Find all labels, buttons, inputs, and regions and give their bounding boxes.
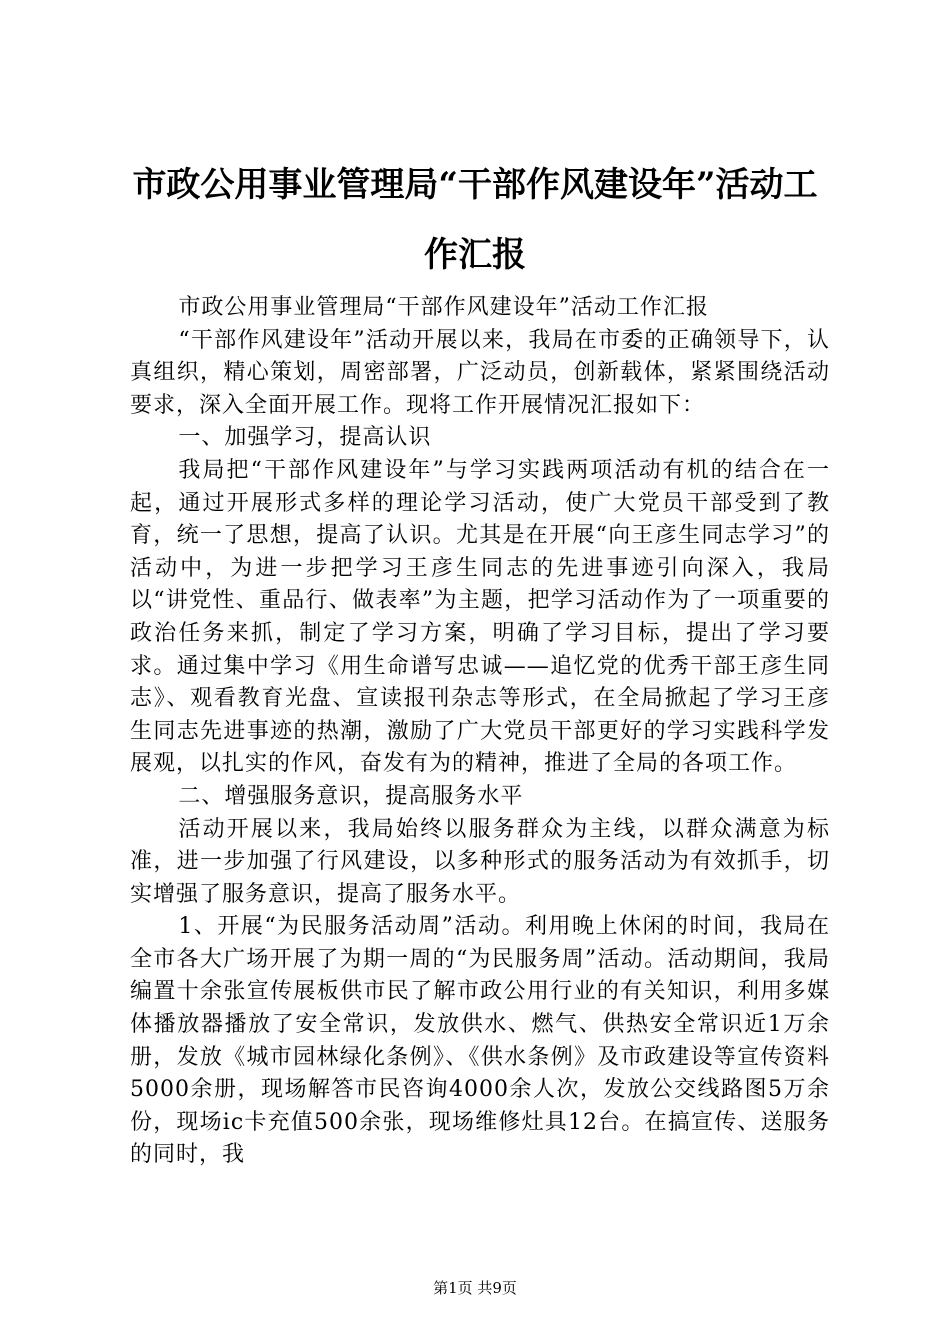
document-body (130, 292, 830, 1172)
section-heading-1: 一、加强学习，提高认识 (178, 425, 432, 451)
paragraph-section-2: 活动开展以来，我局始终以服务群众为主线，以群众满意为标准，进一步加强了行风建设，以多种形式的服务活动为有效抓手，切实增强了服务意识，提高了服务水平。 (130, 816, 830, 907)
section-heading-2: 二、增强服务意识，提高服务水平 (178, 783, 524, 809)
document-title: 市政公用事业管理局“干部作风建设年”活动工作汇报 (132, 165, 818, 275)
paragraph-intro: “干部作风建设年”活动开展以来，我局在市委的正确领导下，认真组织，精心策划，周密部署，广泛动员，创新载体，紧紧围绕活动要求，深入全面开展工作。现将工作开展情况汇报如下： (130, 327, 830, 418)
paragraph-section-1: 我局把“干部作风建设年”与学习实践两项活动有机的结合在一起，通过开展形式多样的理论学习活动，使广大党员干部受到了教育，统一了思想，提高了认识。尤其是在开展“向王彦生同志学习”的活动中，为进一步把学习王彦生同志的先进事迹引向深入，我局以“讲党性、重品行、做表率”为主题，把学习活动作为了一项重要的政治任务来抓，制定了学习方案，明确了学习目标，提出了学习要求。通过集中学习《用生命谱写忠诚——追忆党的优秀干部王彦生同志》、观看教育光盘、宣读报刊杂志等形式，在全局掀起了学习王彦生同志先进事迹的热潮，激励了广大党员干部更好的学习实践科学发展观，以扎实的作风，奋发有为的精神，推进了全局的各项工作。 (130, 457, 830, 777)
paragraph-item-1: 1、开展“为民服务活动周”活动。利用晚上休闲的时间，我局在全市各大广场开展了为期一周的“为民服务周”活动。活动期间，我局编置十余张宣传展板供市民了解市政公用行业的有关知识，利用多媒体播放器播放了安全常识，发放供水、燃气、供热安全常识近1万余册，发放《城市园林绿化条例》、《供水条例》及市政建设等宣传资料5000余册，现场解答市民咨询4000余人次，发放公交线路图5万余份，现场ic卡充值500余张，现场维修灶具12台。在搞宣传、送服务的同时，我 (130, 914, 830, 1168)
paragraph-repeated-title: 市政公用事业管理局“干部作风建设年”活动工作汇报 (178, 295, 709, 320)
page-footer: 第1页 共9页 (433, 1279, 517, 1297)
